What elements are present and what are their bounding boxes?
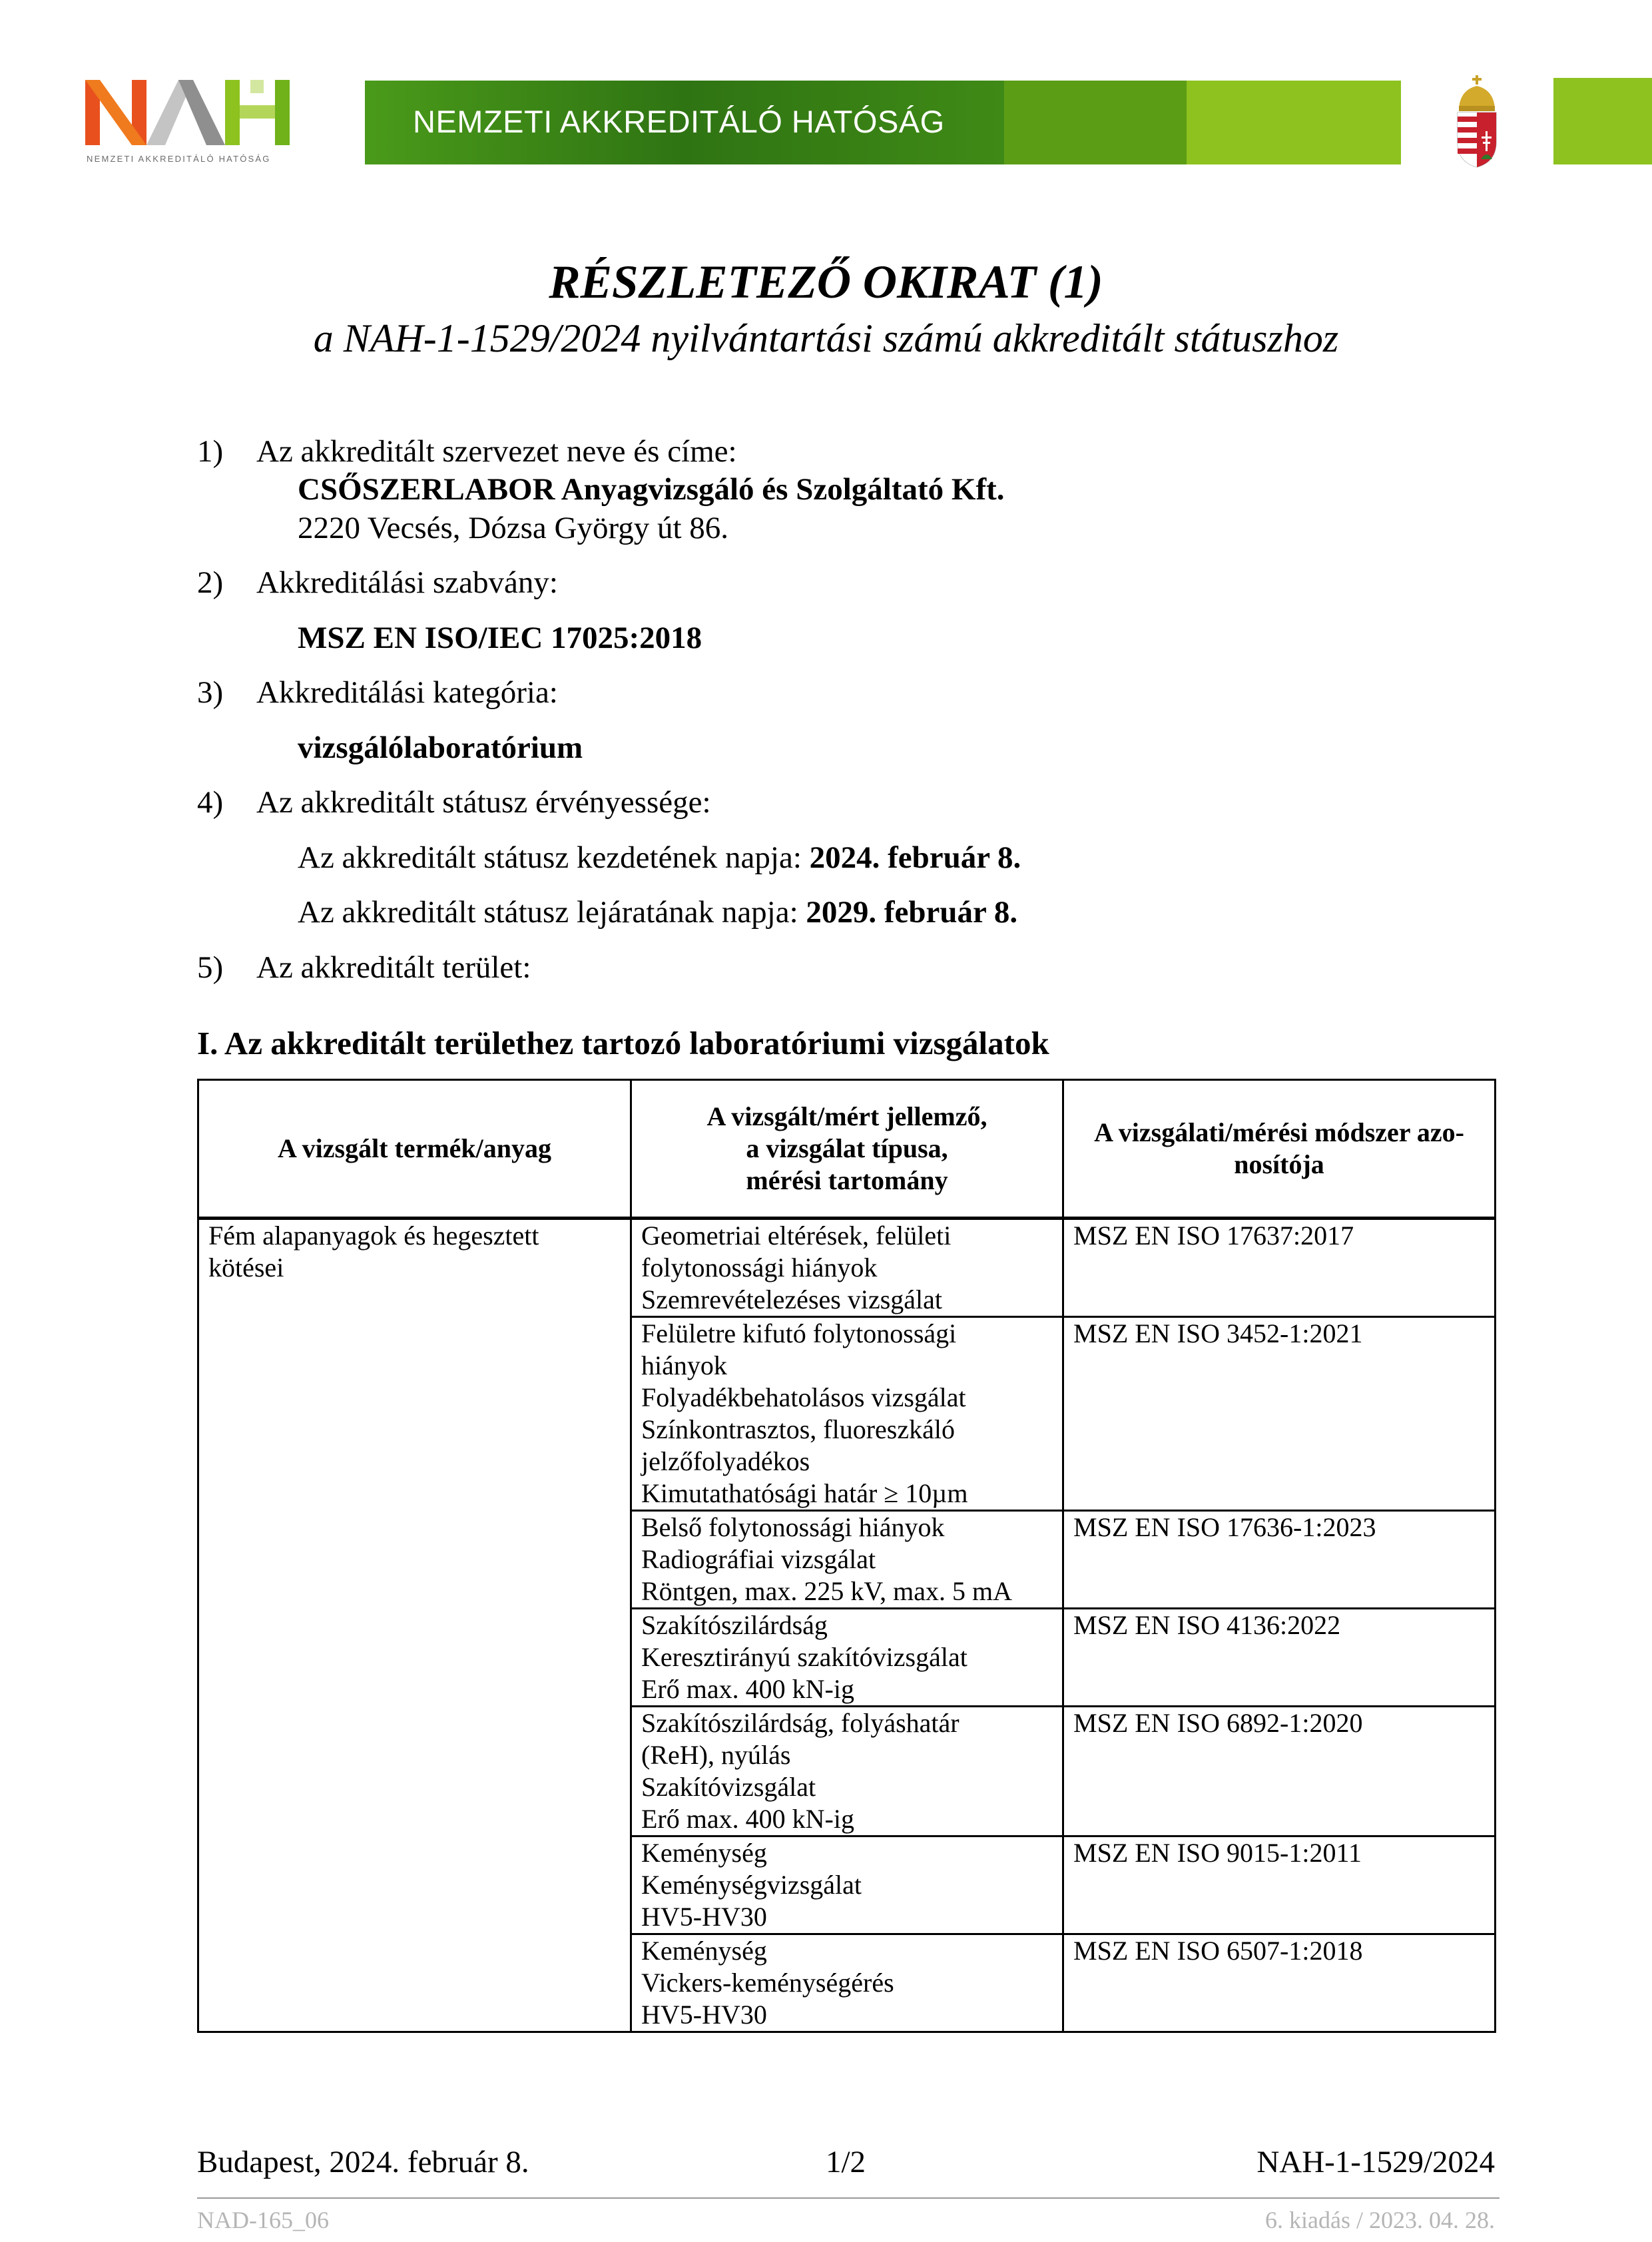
characteristic-cell: Szakítószilárdság, folyáshatár (ReH), nyúlás Szakítóvizsgálat Erő max. 400 kN-ig <box>631 1707 1063 1836</box>
banner-title: NEMZETI AKKREDITÁLÓ HATÓSÁG <box>413 104 945 139</box>
item-4-label: Az akkreditált státusz érvényessége: <box>256 785 711 820</box>
accreditation-table <box>197 1079 1496 2033</box>
footer-reg-number: NAH-1-1529/2024 <box>1256 2145 1495 2179</box>
item-5-number: 5) <box>197 950 224 985</box>
document-title: RÉSZLETEZŐ OKIRAT (1) <box>549 256 1103 308</box>
footer-page-number: 1/2 <box>826 2145 866 2179</box>
validity-end-line <box>298 894 1017 931</box>
method-cell: MSZ EN ISO 9015-1:2011 <box>1063 1836 1496 1934</box>
validity-end-label: Az akkreditált státusz lejáratának napja: <box>298 895 798 930</box>
table-row <box>198 1219 1496 1317</box>
item-3-label: Akkreditálási kategória: <box>256 675 558 710</box>
accreditation-category: vizsgálólaboratórium <box>298 730 583 765</box>
method-cell: MSZ EN ISO 3452-1:2021 <box>1063 1317 1496 1511</box>
table-header-row <box>198 1080 1496 1219</box>
hungarian-coat-of-arms-icon <box>1454 75 1500 168</box>
footer-divider <box>197 2197 1500 2199</box>
characteristic-cell: Keménység Keménységvizsgálat HV5-HV30 <box>631 1836 1063 1934</box>
method-cell: MSZ EN ISO 6892-1:2020 <box>1063 1707 1496 1836</box>
header-characteristic: A vizsgált/mért jellemző, a vizsgálat típusa, mérési tartomány <box>631 1080 1063 1219</box>
footer-form-id: NAD-165_06 <box>197 2207 329 2233</box>
header-product: A vizsgált termék/anyag <box>198 1080 631 1219</box>
characteristic-cell: Belső folytonossági hiányok Radiográfiai vizsgálat Röntgen, max. 225 kV, max. 5 mA <box>631 1511 1063 1609</box>
characteristic-cell: Szakítószilárdság Keresztirányú szakítóvizsgálat Erő max. 400 kN-ig <box>631 1609 1063 1707</box>
characteristic-cell: Felületre kifutó folytonossági hiányok Folyadékbehatolásos vizsgálat Színkontrasztos, fluoreszkáló jelzőfolyadékos Kimutathatósági határ ≥ 10µm <box>631 1317 1063 1511</box>
method-cell: MSZ EN ISO 17637:2017 <box>1063 1219 1496 1317</box>
accreditation-standard: MSZ EN ISO/IEC 17025:2018 <box>298 621 702 655</box>
validity-start-label: Az akkreditált státusz kezdetének napja: <box>298 840 802 875</box>
organization-address: 2220 Vecsés, Dózsa György út 86. <box>298 511 729 545</box>
item-3-number: 3) <box>197 675 224 710</box>
footer-place-date: Budapest, 2024. február 8. <box>197 2145 529 2179</box>
footer-edition: 6. kiadás / 2023. 04. 28. <box>1265 2207 1495 2233</box>
item-2-label: Akkreditálási szabvány: <box>256 565 558 600</box>
characteristic-cell: Geometriai eltérések, felületi folytonossági hiányok Szemrevételezéses vizsgálat <box>631 1219 1063 1317</box>
product-cell: Fém alapanyagok és hegesztett kötései <box>198 1219 631 2032</box>
header-method: A vizsgálati/mérési módszer azo- nosítója <box>1063 1080 1496 1219</box>
organization-name: CSŐSZERLABOR Anyagvizsgáló és Szolgáltató Kft. <box>298 472 1005 507</box>
item-1-number: 1) <box>197 434 224 469</box>
method-cell: MSZ EN ISO 4136:2022 <box>1063 1609 1496 1707</box>
document-subtitle: a NAH-1-1529/2024 nyilvántartási számú akkreditált státuszhoz <box>313 316 1339 360</box>
item-4-number: 4) <box>197 785 224 820</box>
item-1-label: Az akkreditált szervezet neve és címe: <box>256 434 737 469</box>
section-heading: I. Az akkreditált területhez tartozó laboratóriumi vizsgálatok <box>197 1025 1049 1061</box>
item-5-label: Az akkreditált terület: <box>256 950 531 985</box>
method-cell: MSZ EN ISO 6507-1:2018 <box>1063 1934 1496 2032</box>
banner-right-block <box>1553 78 1652 164</box>
validity-start-date: 2024. február 8. <box>809 840 1021 875</box>
validity-start-line <box>298 839 1021 876</box>
method-cell: MSZ EN ISO 17636-1:2023 <box>1063 1511 1496 1609</box>
validity-end-date: 2029. február 8. <box>806 895 1018 930</box>
characteristic-cell: Keménység Vickers-keménységérés HV5-HV30 <box>631 1934 1063 2032</box>
item-2-number: 2) <box>197 565 224 600</box>
logo-caption: NEMZETI AKKREDITÁLÓ HATÓSÁG <box>87 154 271 164</box>
